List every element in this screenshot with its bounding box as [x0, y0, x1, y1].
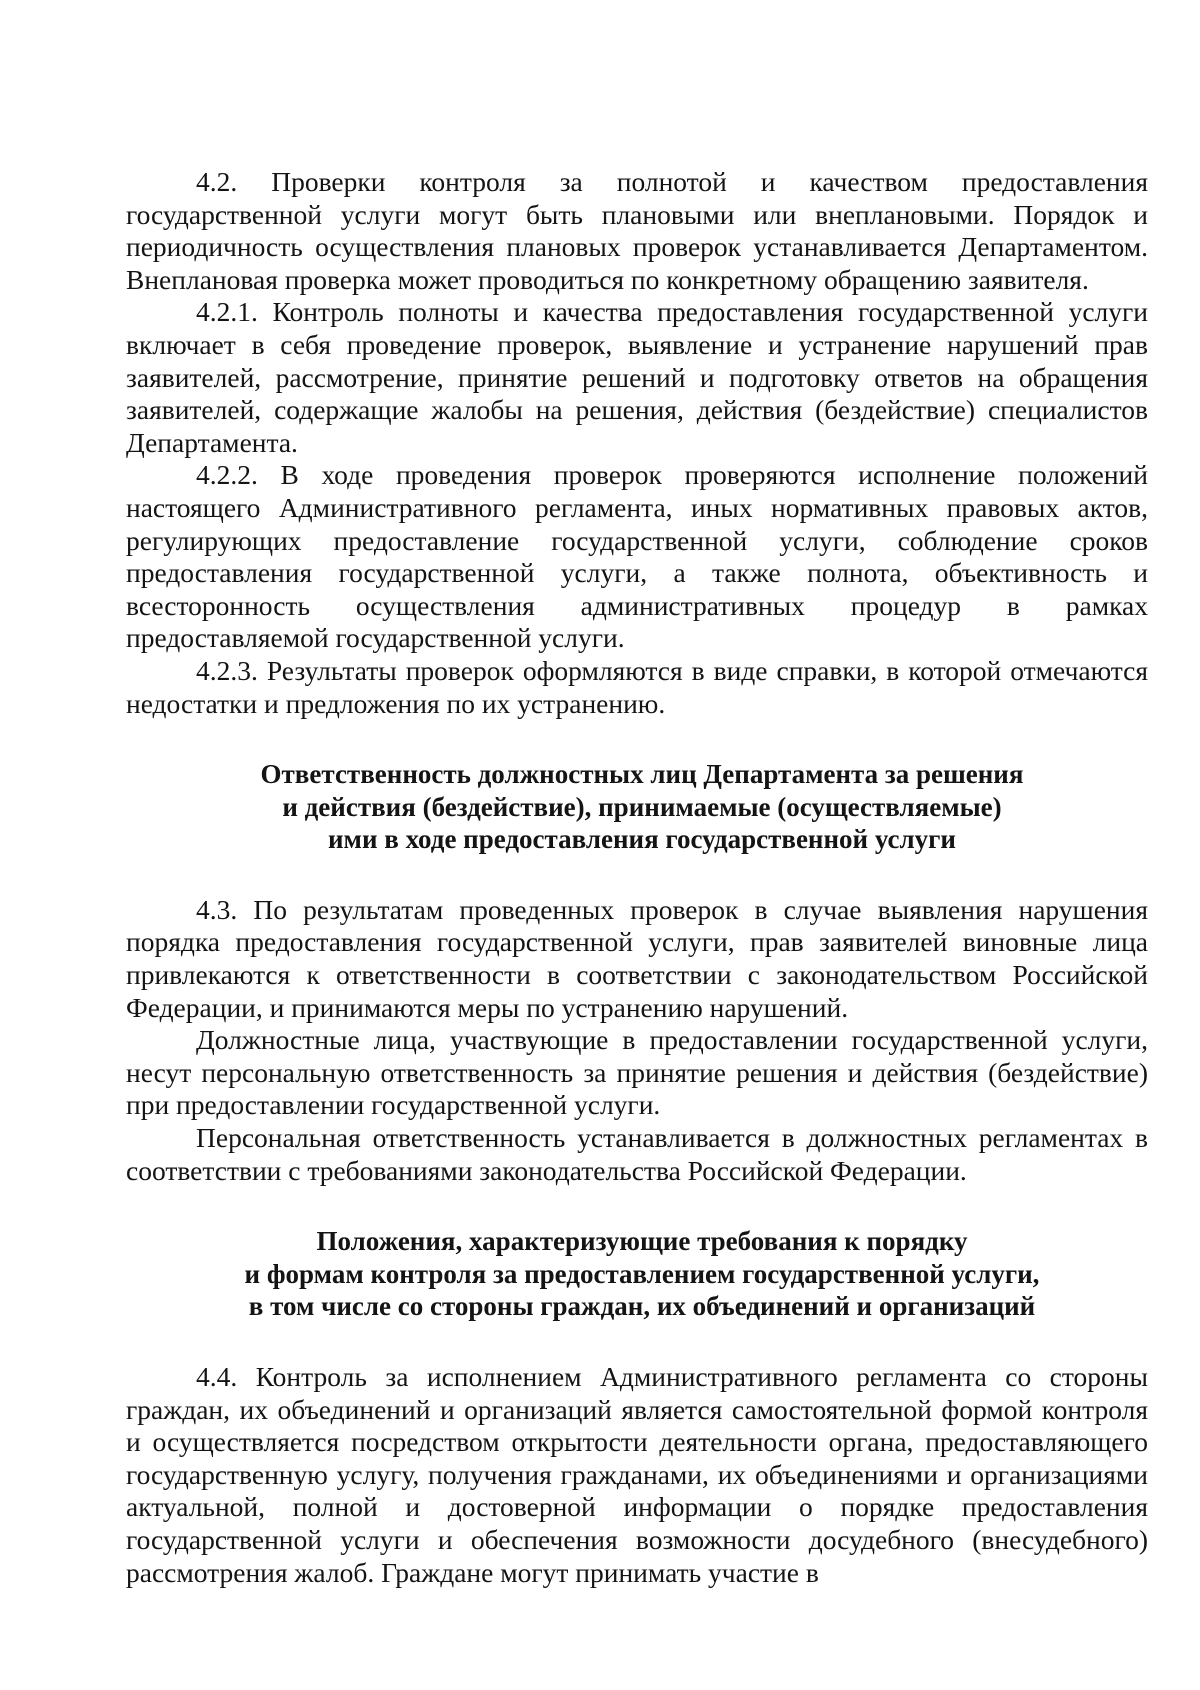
- paragraph-4-3: 4.3. По результатам проведенных проверок в случае выявления нарушения порядка предоставления государственной услуги, прав заявителей виновные лица привлекаются к ответственности в соответствии с законодательством Российской Федерации, и принимаются меры по устранению нарушений.: [126, 893, 1148, 1023]
- paragraph-4-2-2: 4.2.2. В ходе проведения проверок проверяются исполнение положений настоящего Административного регламента, иных нормативных правовых актов, регулирующих предоставление государственной услуги, соблюдение сроков предоставления государственной услуги, а также полнота, объективность и всесторонность осуществления административных процедур в рамках предоставляемой государственной услуги.: [126, 459, 1148, 654]
- spacer: [126, 720, 1148, 758]
- paragraph-4-2-3: 4.2.3. Результаты проверок оформляются в виде справки, в которой отмечаются недостатки и предложения по их устранению.: [126, 654, 1148, 719]
- paragraph-personal-responsibility: Персональная ответственность устанавливается в должностных регламентах в соответствии с требованиями законодательства Российской Федерации.: [126, 1122, 1148, 1186]
- heading-line: Ответственность должностных лиц Департамента за решения: [260, 759, 1024, 790]
- heading-line: в том числе со стороны граждан, их объединений и организаций: [248, 1291, 1036, 1322]
- spacer: [126, 856, 1148, 894]
- spacer: [126, 1187, 1148, 1225]
- heading-line: ими в ходе предоставления государственной услуги: [328, 824, 956, 855]
- section-heading-responsibility: [126, 758, 1148, 856]
- paragraph-4-4: 4.4. Контроль за исполнением Административного регламента со стороны граждан, их объединений и организаций является самостоятельной формой контроля и осуществляется посредством открытости деятельности органа, предоставляющего государственную услугу, получения гражданами, их объединениями и организациями актуальной, полной и достоверной информации о порядке предоставления государственной услуги и обеспечения возможности досудебного (внесудебного) рассмотрения жалоб. Граждане могут принимать участие в: [126, 1361, 1148, 1588]
- paragraph-4-2-1: 4.2.1. Контроль полноты и качества предоставления государственной услуги включает в себя проведение проверок, выявление и устранение нарушений прав заявителей, рассмотрение, принятие решений и подготовку ответов на обращения заявителей, содержащие жалобы на решения, действия (бездействие) специалистов Департамента.: [126, 296, 1148, 458]
- heading-line: Положения, характеризующие требования к порядку: [316, 1226, 968, 1257]
- document-page: [126, 166, 1148, 1589]
- heading-line: и действия (бездействие), принимаемые (осуществляемые): [282, 791, 1002, 822]
- heading-line: и формам контроля за предоставлением государственной услуги,: [244, 1258, 1040, 1289]
- section-heading-control-requirements: [126, 1225, 1148, 1323]
- spacer: [126, 1323, 1148, 1361]
- paragraph-officials: Должностные лица, участвующие в предоставлении государственной услуги, несут персональную ответственность за принятие решения и действия (бездействие) при предоставлении государственной услуги.: [126, 1024, 1148, 1121]
- paragraph-4-2: 4.2. Проверки контроля за полнотой и качеством предоставления государственной услуги могут быть плановыми или внеплановыми. Порядок и периодичность осуществления плановых проверок устанавливается Департаментом. Внеплановая проверка может проводиться по конкретному обращению заявителя.: [126, 166, 1148, 295]
